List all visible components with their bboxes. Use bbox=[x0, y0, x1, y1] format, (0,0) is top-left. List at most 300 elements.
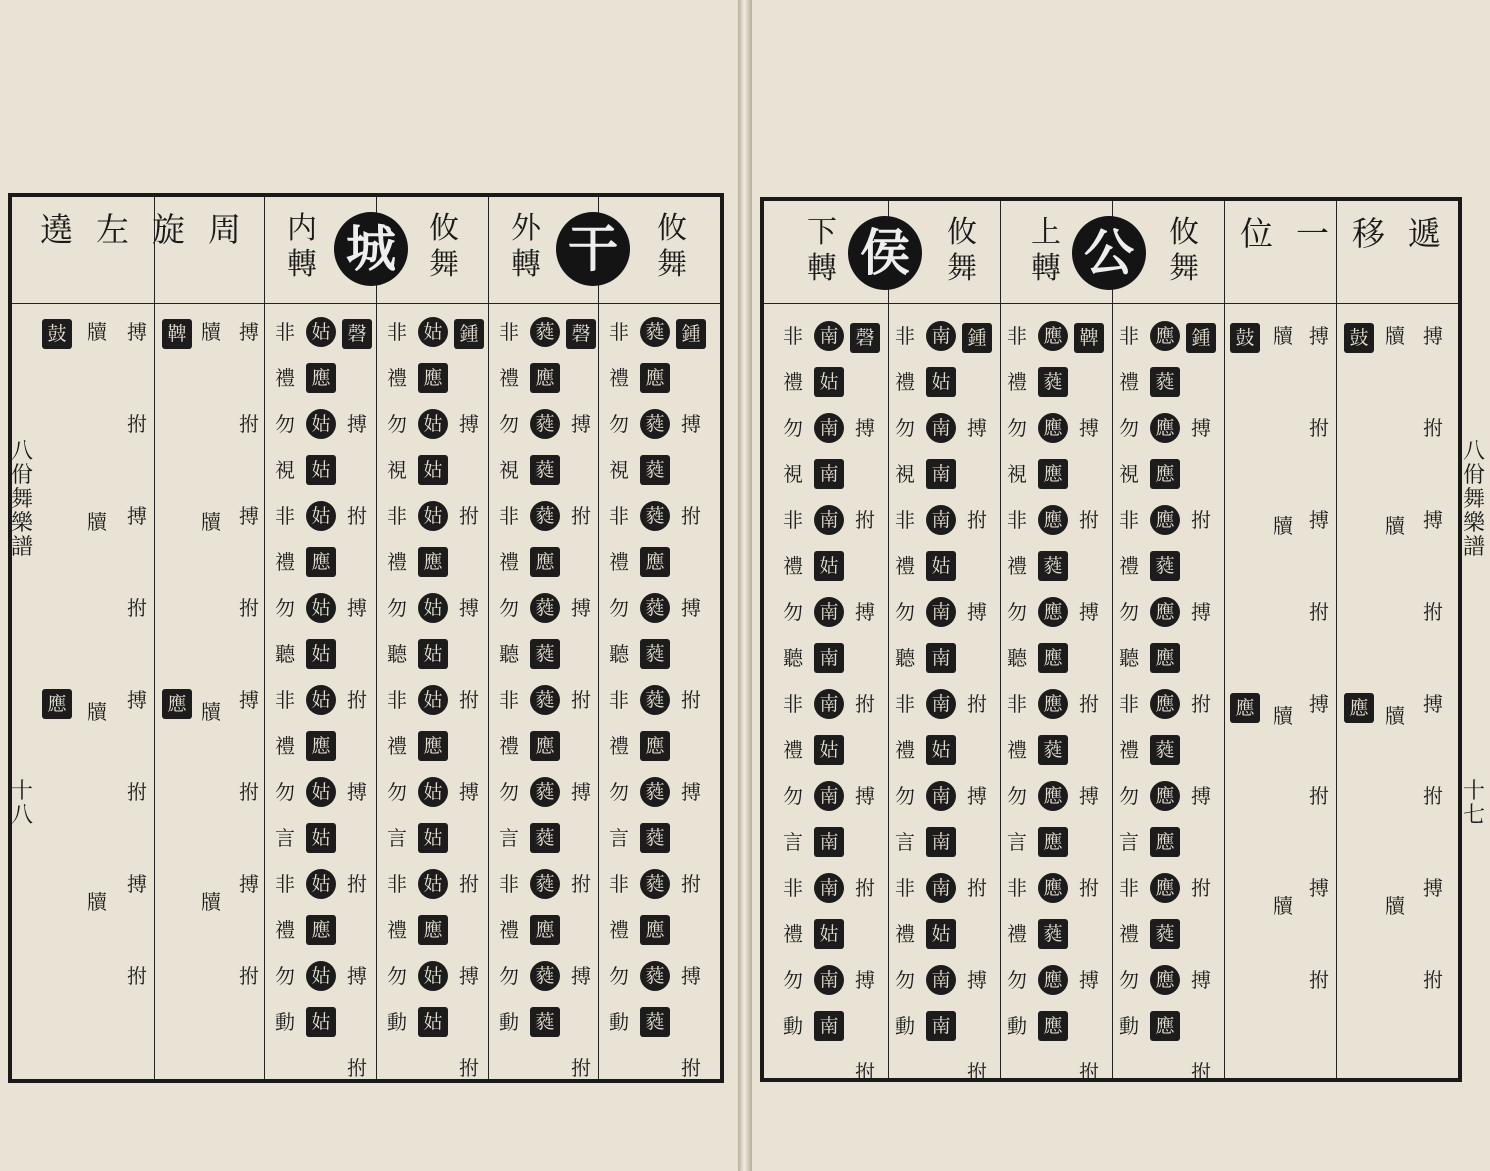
lyric-char: 視 bbox=[1119, 462, 1139, 486]
pitch-note: 姑 bbox=[306, 455, 336, 485]
pitch-note: 姑 bbox=[418, 685, 448, 715]
zhong-mark: 鍾 bbox=[962, 323, 992, 353]
lyric-char: 勿 bbox=[1007, 784, 1027, 808]
ying-mark: 應 bbox=[1230, 693, 1260, 723]
lyric-char: 勿 bbox=[895, 600, 915, 624]
lyric-char: 禮 bbox=[1007, 554, 1027, 578]
pitch-note: 姑 bbox=[926, 551, 956, 581]
percussion-char: 拊 bbox=[239, 412, 259, 436]
pitch-note: 姑 bbox=[418, 777, 448, 807]
pitch-note: 蕤 bbox=[530, 961, 560, 991]
pitch-note: 南 bbox=[814, 1011, 844, 1041]
lyric-seal: 城 bbox=[334, 212, 408, 286]
lyric-char: 勿 bbox=[499, 596, 519, 620]
percussion-char: 拊 bbox=[127, 596, 147, 620]
drum-mark: 鞞 bbox=[162, 319, 192, 349]
pitch-note: 蕤 bbox=[640, 823, 670, 853]
column-divider bbox=[1336, 201, 1337, 1078]
percussion-char: 搏 bbox=[571, 412, 591, 436]
dance-move-char: 轉 bbox=[511, 247, 541, 282]
pitch-note: 姑 bbox=[418, 869, 448, 899]
lyric-char: 禮 bbox=[275, 918, 295, 942]
qing-mark: 磬 bbox=[850, 323, 880, 353]
pitch-note: 姑 bbox=[926, 919, 956, 949]
pitch-note: 應 bbox=[1150, 873, 1180, 903]
percussion-char: 牘 bbox=[1273, 324, 1293, 348]
percussion-char: 牘 bbox=[201, 890, 221, 914]
percussion-char: 拊 bbox=[347, 872, 367, 896]
pitch-note: 姑 bbox=[306, 1007, 336, 1037]
lyric-char: 禮 bbox=[1007, 922, 1027, 946]
percussion-char: 牘 bbox=[87, 510, 107, 534]
percussion-char: 拊 bbox=[681, 504, 701, 528]
pitch-note: 蕤 bbox=[640, 869, 670, 899]
percussion-char: 拊 bbox=[347, 688, 367, 712]
percussion-char: 牘 bbox=[201, 700, 221, 724]
pitch-note: 南 bbox=[926, 459, 956, 489]
lyric-char: 禮 bbox=[609, 918, 629, 942]
pitch-note: 應 bbox=[1150, 1011, 1180, 1041]
lyric-char: 非 bbox=[783, 324, 803, 348]
percussion-char: 拊 bbox=[1309, 968, 1329, 992]
column-divider bbox=[1112, 201, 1113, 1078]
dance-move-char: 攸 bbox=[1169, 215, 1199, 250]
percussion-char: 拊 bbox=[1309, 416, 1329, 440]
lyric-char: 非 bbox=[895, 508, 915, 532]
pitch-note: 姑 bbox=[306, 961, 336, 991]
lyric-char: 言 bbox=[609, 826, 629, 850]
percussion-char: 搏 bbox=[1191, 968, 1211, 992]
lyric-char: 禮 bbox=[609, 734, 629, 758]
percussion-char: 搏 bbox=[855, 416, 875, 440]
percussion-char: 拊 bbox=[127, 780, 147, 804]
lyric-char: 視 bbox=[387, 458, 407, 482]
lyric-char: 禮 bbox=[387, 734, 407, 758]
percussion-char: 搏 bbox=[127, 688, 147, 712]
lyric-char: 禮 bbox=[895, 554, 915, 578]
percussion-char: 搏 bbox=[1309, 692, 1329, 716]
percussion-char: 搏 bbox=[855, 968, 875, 992]
pitch-note: 應 bbox=[1038, 965, 1068, 995]
pitch-note: 姑 bbox=[418, 639, 448, 669]
pitch-note: 姑 bbox=[418, 455, 448, 485]
pitch-note: 南 bbox=[814, 597, 844, 627]
lyric-char: 勿 bbox=[609, 412, 629, 436]
dance-move-char: 上 bbox=[1031, 215, 1061, 250]
pitch-note: 蕤 bbox=[1150, 367, 1180, 397]
book-gutter bbox=[738, 0, 752, 1171]
percussion-char: 搏 bbox=[967, 784, 987, 808]
percussion-char: 牘 bbox=[87, 890, 107, 914]
fore-edge-title-text: 八佾舞樂譜 bbox=[1462, 439, 1485, 560]
dance-move-label bbox=[1164, 215, 1204, 287]
percussion-char: 拊 bbox=[1191, 1060, 1211, 1084]
lyric-char: 非 bbox=[499, 872, 519, 896]
pitch-note: 蕤 bbox=[1038, 551, 1068, 581]
lyric-char: 非 bbox=[783, 508, 803, 532]
lyric-char: 禮 bbox=[499, 734, 519, 758]
pitch-note: 南 bbox=[926, 873, 956, 903]
dance-move-char: 轉 bbox=[287, 247, 317, 282]
heading-char: 左 bbox=[96, 210, 129, 249]
lyric-char: 勿 bbox=[609, 964, 629, 988]
lyric-char: 非 bbox=[499, 688, 519, 712]
pitch-note: 蕤 bbox=[640, 501, 670, 531]
pitch-note: 應 bbox=[1150, 505, 1180, 535]
percussion-char: 牘 bbox=[201, 320, 221, 344]
lyric-char: 勿 bbox=[783, 784, 803, 808]
pitch-note: 應 bbox=[1038, 827, 1068, 857]
lyric-char: 視 bbox=[275, 458, 295, 482]
lyric-char: 動 bbox=[895, 1014, 915, 1038]
pitch-note: 蕤 bbox=[640, 777, 670, 807]
pitch-note: 蕤 bbox=[640, 685, 670, 715]
pitch-note: 蕤 bbox=[530, 823, 560, 853]
percussion-char: 拊 bbox=[127, 964, 147, 988]
heading-char: 周 bbox=[208, 210, 241, 249]
percussion-char: 牘 bbox=[1385, 894, 1405, 918]
lyric-char: 禮 bbox=[895, 738, 915, 762]
lyric-char: 勿 bbox=[387, 964, 407, 988]
lyric-char: 禮 bbox=[275, 550, 295, 574]
lyric-char: 視 bbox=[783, 462, 803, 486]
percussion-char: 拊 bbox=[967, 692, 987, 716]
dance-move-char: 下 bbox=[807, 215, 837, 250]
lyric-char: 非 bbox=[275, 872, 295, 896]
column-divider bbox=[154, 197, 155, 1079]
percussion-char: 拊 bbox=[855, 1060, 875, 1084]
percussion-char: 搏 bbox=[571, 964, 591, 988]
lyric-char: 勿 bbox=[783, 600, 803, 624]
lyric-char: 禮 bbox=[609, 366, 629, 390]
pitch-note: 南 bbox=[814, 321, 844, 351]
ying-mark: 應 bbox=[162, 689, 192, 719]
lyric-char: 非 bbox=[1007, 876, 1027, 900]
percussion-char: 搏 bbox=[1079, 600, 1099, 624]
pitch-note: 應 bbox=[1150, 597, 1180, 627]
lyric-seal: 公 bbox=[1072, 216, 1146, 290]
pitch-note: 蕤 bbox=[1038, 735, 1068, 765]
lyric-char: 視 bbox=[609, 458, 629, 482]
dance-move-label bbox=[282, 211, 322, 283]
pitch-note: 南 bbox=[814, 781, 844, 811]
lyric-char: 聽 bbox=[895, 646, 915, 670]
percussion-char: 拊 bbox=[967, 876, 987, 900]
percussion-char: 搏 bbox=[347, 780, 367, 804]
lyric-char: 動 bbox=[1007, 1014, 1027, 1038]
pitch-note: 南 bbox=[926, 413, 956, 443]
percussion-char: 牘 bbox=[1385, 514, 1405, 538]
lyric-char: 非 bbox=[275, 504, 295, 528]
pitch-note: 姑 bbox=[814, 367, 844, 397]
lyric-char: 非 bbox=[609, 504, 629, 528]
percussion-char: 牘 bbox=[1273, 894, 1293, 918]
lyric-char: 禮 bbox=[783, 370, 803, 394]
pitch-note: 應 bbox=[1150, 459, 1180, 489]
zhong-mark: 鍾 bbox=[1186, 323, 1216, 353]
percussion-char: 拊 bbox=[239, 780, 259, 804]
pitch-note: 應 bbox=[1038, 873, 1068, 903]
pitch-note: 南 bbox=[926, 321, 956, 351]
header-divider bbox=[12, 303, 720, 304]
lyric-char: 禮 bbox=[895, 922, 915, 946]
percussion-char: 搏 bbox=[459, 780, 479, 804]
header-divider bbox=[764, 303, 1458, 304]
pitch-note: 應 bbox=[418, 363, 448, 393]
percussion-char: 搏 bbox=[1309, 324, 1329, 348]
pitch-note: 姑 bbox=[306, 409, 336, 439]
lyric-char: 勿 bbox=[1007, 416, 1027, 440]
percussion-char: 拊 bbox=[967, 1060, 987, 1084]
pitch-note: 蕤 bbox=[1150, 919, 1180, 949]
pitch-note: 應 bbox=[1150, 321, 1180, 351]
percussion-char: 搏 bbox=[127, 504, 147, 528]
lyric-char: 勿 bbox=[1119, 784, 1139, 808]
percussion-char: 拊 bbox=[571, 504, 591, 528]
lyric-char: 勿 bbox=[387, 596, 407, 620]
pitch-note: 蕤 bbox=[640, 593, 670, 623]
lyric-char: 禮 bbox=[1119, 922, 1139, 946]
column-divider bbox=[376, 197, 377, 1079]
pitch-note: 蕤 bbox=[640, 455, 670, 485]
percussion-char: 牘 bbox=[1273, 704, 1293, 728]
lyric-char: 非 bbox=[387, 872, 407, 896]
percussion-char: 拊 bbox=[459, 688, 479, 712]
pitch-note: 南 bbox=[926, 643, 956, 673]
lyric-char: 勿 bbox=[895, 968, 915, 992]
percussion-char: 搏 bbox=[967, 968, 987, 992]
percussion-char: 拊 bbox=[127, 412, 147, 436]
dance-move-char: 攸 bbox=[429, 211, 459, 246]
pitch-note: 應 bbox=[306, 731, 336, 761]
percussion-char: 搏 bbox=[1191, 600, 1211, 624]
pitch-note: 應 bbox=[418, 547, 448, 577]
pitch-note: 姑 bbox=[306, 501, 336, 531]
percussion-char: 拊 bbox=[239, 596, 259, 620]
dance-move-char: 攸 bbox=[947, 215, 977, 250]
pitch-note: 南 bbox=[926, 827, 956, 857]
lyric-char: 非 bbox=[895, 692, 915, 716]
lyric-char: 言 bbox=[895, 830, 915, 854]
fore-edge-title-left bbox=[10, 440, 34, 560]
pitch-note: 姑 bbox=[306, 639, 336, 669]
lyric-char: 禮 bbox=[499, 366, 519, 390]
pitch-note: 南 bbox=[926, 781, 956, 811]
percussion-char: 拊 bbox=[1423, 416, 1443, 440]
dance-move-label bbox=[942, 215, 982, 287]
lyric-char: 聽 bbox=[609, 642, 629, 666]
lyric-char: 勿 bbox=[1007, 600, 1027, 624]
pitch-note: 蕤 bbox=[640, 639, 670, 669]
percussion-char: 搏 bbox=[239, 688, 259, 712]
pitch-note: 應 bbox=[1038, 505, 1068, 535]
percussion-char: 拊 bbox=[239, 964, 259, 988]
ying-mark: 應 bbox=[42, 689, 72, 719]
percussion-char: 搏 bbox=[681, 596, 701, 620]
drum-mark: 鼓 bbox=[1344, 323, 1374, 353]
dance-move-label bbox=[1026, 215, 1066, 287]
percussion-char: 搏 bbox=[967, 416, 987, 440]
percussion-char: 拊 bbox=[347, 1056, 367, 1080]
pitch-note: 蕤 bbox=[1038, 367, 1068, 397]
percussion-char: 拊 bbox=[1309, 600, 1329, 624]
pitch-note: 應 bbox=[1038, 459, 1068, 489]
percussion-char: 搏 bbox=[459, 964, 479, 988]
dance-move-label bbox=[424, 211, 464, 283]
lyric-char: 勿 bbox=[783, 968, 803, 992]
lyric-char: 禮 bbox=[275, 734, 295, 758]
percussion-char: 搏 bbox=[1079, 968, 1099, 992]
heading-char: 遶 bbox=[40, 210, 73, 249]
lyric-char: 言 bbox=[1119, 830, 1139, 854]
pitch-note: 姑 bbox=[306, 317, 336, 347]
lyric-char: 勿 bbox=[895, 784, 915, 808]
percussion-char: 牘 bbox=[1385, 704, 1405, 728]
pitch-note: 姑 bbox=[418, 409, 448, 439]
column-divider bbox=[1224, 201, 1225, 1078]
pitch-note: 南 bbox=[814, 643, 844, 673]
percussion-char: 搏 bbox=[1423, 324, 1443, 348]
pitch-note: 蕤 bbox=[1150, 735, 1180, 765]
lyric-char: 勿 bbox=[1119, 968, 1139, 992]
percussion-char: 拊 bbox=[1079, 692, 1099, 716]
lyric-char: 禮 bbox=[1007, 738, 1027, 762]
pitch-note: 姑 bbox=[814, 919, 844, 949]
lyric-char: 非 bbox=[387, 320, 407, 344]
lyric-char: 言 bbox=[783, 830, 803, 854]
percussion-char: 牘 bbox=[1385, 324, 1405, 348]
percussion-char: 拊 bbox=[1079, 1060, 1099, 1084]
pitch-note: 南 bbox=[926, 505, 956, 535]
lyric-char: 動 bbox=[275, 1010, 295, 1034]
dance-move-char: 舞 bbox=[947, 251, 977, 286]
lyric-char: 勿 bbox=[1119, 416, 1139, 440]
pitch-note: 應 bbox=[640, 915, 670, 945]
lyric-char: 非 bbox=[387, 504, 407, 528]
pitch-note: 姑 bbox=[418, 1007, 448, 1037]
percussion-char: 拊 bbox=[1423, 968, 1443, 992]
percussion-char: 搏 bbox=[681, 780, 701, 804]
pitch-note: 應 bbox=[640, 731, 670, 761]
fore-edge-title-right bbox=[1462, 440, 1486, 560]
lyric-char: 禮 bbox=[1119, 554, 1139, 578]
lyric-char: 勿 bbox=[895, 416, 915, 440]
percussion-char: 拊 bbox=[681, 1056, 701, 1080]
pitch-note: 應 bbox=[1038, 689, 1068, 719]
lyric-char: 視 bbox=[1007, 462, 1027, 486]
percussion-char: 拊 bbox=[1191, 508, 1211, 532]
dance-move-char: 攸 bbox=[657, 211, 687, 246]
fore-edge-title-text: 八佾舞樂譜 bbox=[10, 439, 33, 560]
percussion-char: 牘 bbox=[1273, 514, 1293, 538]
percussion-char: 搏 bbox=[239, 320, 259, 344]
percussion-char: 搏 bbox=[459, 596, 479, 620]
column-divider bbox=[598, 197, 599, 1079]
lyric-char: 禮 bbox=[609, 550, 629, 574]
lyric-char: 非 bbox=[609, 688, 629, 712]
pitch-note: 南 bbox=[814, 965, 844, 995]
pitch-note: 姑 bbox=[926, 735, 956, 765]
lyric-char: 聽 bbox=[783, 646, 803, 670]
lyric-char: 非 bbox=[895, 876, 915, 900]
pitch-note: 應 bbox=[1150, 413, 1180, 443]
lyric-char: 非 bbox=[1119, 324, 1139, 348]
lyric-char: 非 bbox=[499, 504, 519, 528]
pitch-note: 應 bbox=[1150, 689, 1180, 719]
pitch-note: 應 bbox=[1038, 1011, 1068, 1041]
pitch-note: 應 bbox=[640, 547, 670, 577]
lyric-char: 勿 bbox=[1119, 600, 1139, 624]
lyric-char: 非 bbox=[783, 692, 803, 716]
percussion-char: 拊 bbox=[1423, 600, 1443, 624]
lyric-char: 禮 bbox=[275, 366, 295, 390]
pitch-note: 南 bbox=[814, 459, 844, 489]
lyric-char: 動 bbox=[499, 1010, 519, 1034]
percussion-char: 牘 bbox=[87, 700, 107, 724]
left-score-frame bbox=[8, 193, 724, 1083]
heading-char: 一 bbox=[1296, 214, 1329, 253]
lyric-char: 非 bbox=[609, 872, 629, 896]
pitch-note: 應 bbox=[530, 915, 560, 945]
lyric-char: 勿 bbox=[499, 964, 519, 988]
percussion-char: 搏 bbox=[127, 872, 147, 896]
lyric-char: 非 bbox=[499, 320, 519, 344]
pitch-note: 應 bbox=[306, 363, 336, 393]
percussion-char: 拊 bbox=[1191, 692, 1211, 716]
percussion-char: 拊 bbox=[459, 1056, 479, 1080]
pitch-note: 應 bbox=[1038, 413, 1068, 443]
percussion-char: 搏 bbox=[855, 784, 875, 808]
pitch-note: 蕤 bbox=[530, 685, 560, 715]
pitch-note: 蕤 bbox=[1038, 919, 1068, 949]
qing-mark: 磬 bbox=[342, 319, 372, 349]
percussion-char: 搏 bbox=[681, 964, 701, 988]
pitch-note: 應 bbox=[1038, 597, 1068, 627]
pitch-note: 姑 bbox=[306, 685, 336, 715]
pitch-note: 蕤 bbox=[530, 455, 560, 485]
dance-move-label bbox=[652, 211, 692, 283]
lyric-char: 勿 bbox=[387, 412, 407, 436]
pitch-note: 應 bbox=[1150, 781, 1180, 811]
pitch-note: 南 bbox=[814, 873, 844, 903]
lyric-char: 非 bbox=[895, 324, 915, 348]
lyric-char: 勿 bbox=[275, 780, 295, 804]
lyric-char: 禮 bbox=[499, 550, 519, 574]
dance-move-char: 外 bbox=[511, 211, 541, 246]
pitch-note: 南 bbox=[814, 827, 844, 857]
percussion-char: 搏 bbox=[571, 596, 591, 620]
percussion-char: 牘 bbox=[201, 510, 221, 534]
percussion-char: 搏 bbox=[1309, 508, 1329, 532]
pitch-note: 蕤 bbox=[530, 317, 560, 347]
lyric-char: 勿 bbox=[609, 596, 629, 620]
percussion-char: 搏 bbox=[1423, 876, 1443, 900]
lyric-char: 禮 bbox=[895, 370, 915, 394]
lyric-char: 非 bbox=[1007, 324, 1027, 348]
percussion-char: 搏 bbox=[1079, 784, 1099, 808]
lyric-char: 動 bbox=[1119, 1014, 1139, 1038]
lyric-char: 勿 bbox=[499, 412, 519, 436]
pitch-note: 姑 bbox=[306, 593, 336, 623]
lyric-seal: 侯 bbox=[848, 216, 922, 290]
percussion-char: 搏 bbox=[1191, 416, 1211, 440]
lyric-char: 言 bbox=[275, 826, 295, 850]
pitch-note: 姑 bbox=[418, 593, 448, 623]
pitch-note: 南 bbox=[926, 689, 956, 719]
lyric-char: 聽 bbox=[387, 642, 407, 666]
pitch-note: 姑 bbox=[814, 551, 844, 581]
column-divider bbox=[888, 201, 889, 1078]
